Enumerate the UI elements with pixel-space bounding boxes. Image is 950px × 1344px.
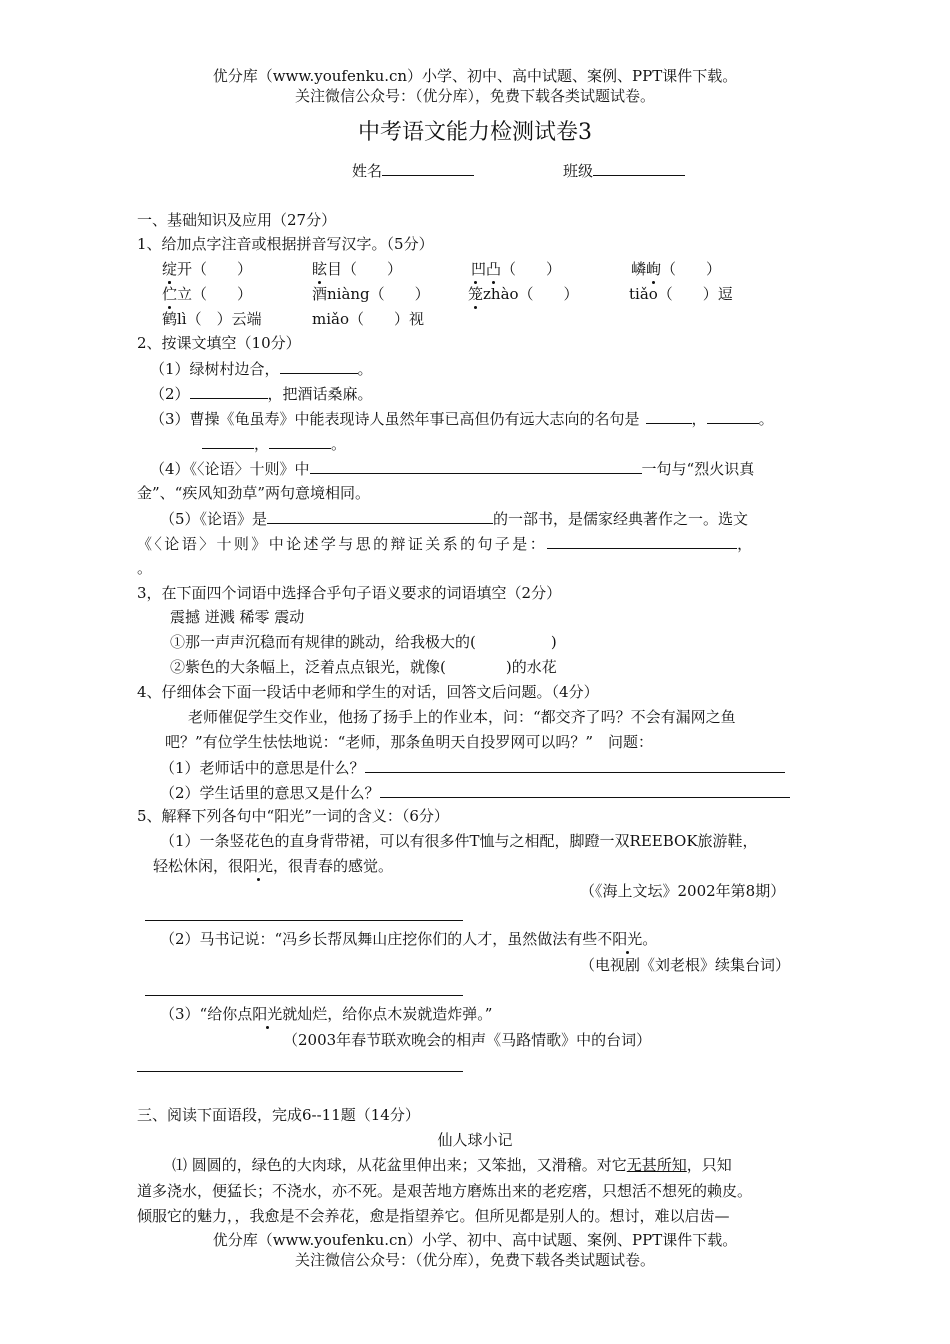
q2-stem: 2、按课文填空（10分）	[137, 334, 301, 352]
q2-s4-cont: 金”、“疾风知劲草”两句意境相同。	[137, 484, 371, 502]
q1-item: 酒niàng（ ）	[312, 285, 430, 303]
q2-s5-cont: 《〈论语〉十则》中论述学与思的辩证关系的句子是： ，	[137, 535, 755, 553]
class-field[interactable]	[563, 160, 685, 181]
q3-stem: 3，在下面四个词语中选择合乎句子语义要求的词语填空（2分）	[137, 584, 562, 602]
q5-s2: （2）马书记说：“冯乡长帮凤舞山庄挖你们的人才，虽然做法有些不阳光。	[160, 930, 658, 948]
q1-item: 绽开（ ）	[162, 260, 253, 278]
q4-passage-1: 老师催促学生交作业，他扬了扬手上的作业本，问：“都交齐了吗？不会有漏网之鱼	[188, 708, 736, 726]
q1-item: tiǎo（ ）逗	[629, 285, 733, 303]
q2-s5: （5）《论语》是 的一部书，是儒家经典著作之一。选文	[160, 510, 749, 528]
header-line-1: 优分库（www.youfenku.cn）小学、初中、高中试题、案例、PPT课件下载。	[212, 67, 738, 85]
page-title: 中考语文能力检测试卷3	[358, 120, 592, 145]
q2-s4: （4）《〈论语〉十则》中 一句与“烈火识真	[150, 460, 755, 478]
q1-stem: 1、给加点字注音或根据拼音写汉字。（5分）	[137, 235, 434, 253]
class-label: 班级	[563, 162, 594, 180]
q1-item: 伫立（ ）	[162, 285, 253, 303]
q4-stem: 4、仔细体会下面一段话中老师和学生的对话，回答文后问题。（4分）	[137, 683, 599, 701]
q3-s1: ①那一声声沉稳而有规律的跳动，给我极大的( )	[170, 633, 557, 651]
article-paragraph: ⑴ 圆圆的，绿色的大肉球，从花盆里伸出来；又笨拙，又滑稽。对它无甚所知，只知	[172, 1156, 732, 1174]
q5-source-2: （电视剧《刘老根》续集台词）	[580, 956, 791, 974]
q1-item: 凹凸（ ）	[471, 260, 562, 278]
answer-line[interactable]	[145, 920, 463, 921]
q1-item: 眩目（ ）	[312, 260, 403, 278]
section1-heading: 一、基础知识及应用（27分）	[137, 211, 337, 229]
answer-blank[interactable]	[365, 757, 785, 773]
answer-blank[interactable]	[190, 383, 268, 399]
q1-item: 笼zhào（ ）	[468, 285, 579, 303]
answer-blank[interactable]	[547, 533, 737, 549]
answer-line[interactable]	[137, 1071, 463, 1072]
answer-blank[interactable]	[646, 408, 692, 424]
q1-item: 鹤lì（ ）云端	[162, 310, 262, 328]
answer-blank[interactable]	[280, 358, 358, 374]
q2-s5-end: 。	[137, 559, 153, 577]
q3-words: 震撼 迸溅 稀零 震动	[170, 608, 305, 626]
answer-blank[interactable]	[202, 433, 254, 449]
article-title: 仙人球小记	[437, 1131, 513, 1149]
answer-blank[interactable]	[310, 458, 642, 474]
q1-item: miǎo（ ）视	[312, 310, 424, 328]
name-field[interactable]	[352, 160, 474, 181]
q5-s1: （1）一条竖花色的直身背带裙，可以有很多件T恤与之相配，脚蹬一双REEBOK旅游鞋，	[160, 832, 758, 850]
footer-line-2: 关注微信公众号：（优分库），免费下载各类试题试卷。	[294, 1251, 655, 1269]
answer-blank[interactable]	[380, 782, 790, 798]
section3-heading: 三、阅读下面语段，完成6--11题（14分）	[137, 1106, 420, 1124]
q2-s3-cont: ， 。	[202, 433, 346, 454]
q5-stem: 5、解释下列各句中“阳光”一词的含义：（6分）	[137, 807, 449, 825]
q5-source-3: （2003年春节联欢晚会的相声《马路情歌》中的台词）	[283, 1031, 652, 1049]
q4-passage-2: 吧？”有位学生怯怯地说：“老师，那条鱼明天自投罗网可以吗？” 问题：	[165, 733, 654, 751]
answer-blank[interactable]	[267, 508, 493, 524]
name-blank[interactable]	[382, 160, 474, 176]
q5-source-1: （《海上文坛》2002年第8期）	[580, 882, 786, 900]
article-paragraph: 倾服它的魅力，，我愈是不会养花，愈是指望养它。但所见都是别人的。想讨，难以启齿—	[137, 1207, 730, 1225]
article-paragraph: 道多浇水，便猛长；不浇水，亦不死。是艰苦地方磨炼出来的老疙瘩，只想活不想死的赖皮。	[137, 1182, 753, 1200]
q2-s2: （2） ，把酒话桑麻。	[150, 385, 373, 403]
q4-a1: （1）老师话中的意思是什么？	[160, 757, 785, 778]
q2-s3: （3）曹操《龟虽寿》中能表现诗人虽然年事已高但仍有远大志向的名句是 ， 。	[150, 410, 774, 428]
header-line-2: 关注微信公众号：（优分库），免费下载各类试题试卷。	[294, 87, 655, 105]
q3-s2: ②紫色的大条幅上，泛着点点银光，就像( )的水花	[170, 658, 557, 676]
q5-s1-cont: 轻松休闲，很阳光，很青春的感觉。	[153, 857, 394, 875]
answer-line[interactable]	[145, 995, 463, 996]
answer-blank[interactable]	[707, 408, 759, 424]
q2-s1: （1）绿树村边合， 。	[150, 360, 373, 378]
q4-a2: （2）学生话里的意思又是什么？	[160, 782, 790, 803]
footer-line-1: 优分库（www.youfenku.cn）小学、初中、高中试题、案例、PPT课件下载。	[212, 1231, 738, 1249]
q5-s3: （3）“给你点阳光就灿烂，给你点木炭就造炸弹。”	[160, 1005, 493, 1023]
answer-blank[interactable]	[269, 433, 331, 449]
name-label: 姓名	[352, 162, 383, 180]
q1-item: 嶙峋（ ）	[631, 260, 722, 278]
class-blank[interactable]	[593, 160, 685, 176]
